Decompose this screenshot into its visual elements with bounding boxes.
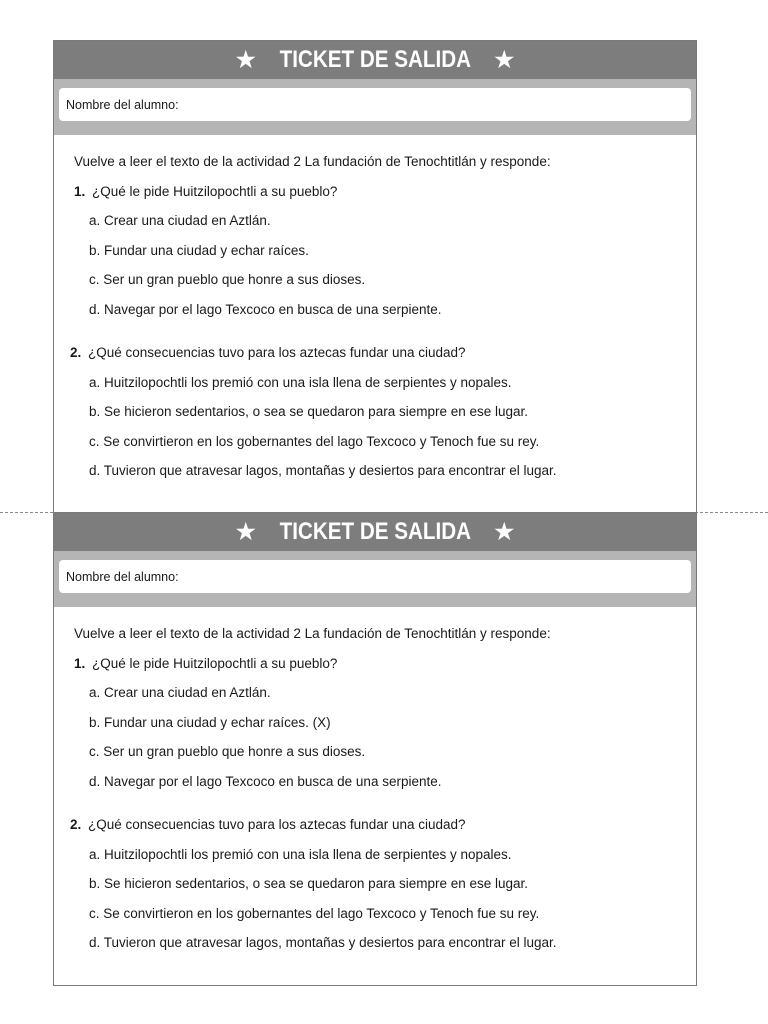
instructions: Vuelve a leer el texto de la actividad 2 La fundación de Tenochtitlán y responde:: [74, 154, 551, 169]
student-name-field[interactable]: [59, 560, 691, 593]
question-2: [54, 338, 696, 368]
question-1: [54, 177, 696, 207]
student-name-field[interactable]: [59, 88, 691, 121]
question-text: ¿Qué le pide Huitzilopochtli a su pueblo?: [92, 655, 338, 671]
question-text: ¿Qué consecuencias tuvo para los aztecas fundar una ciudad?: [88, 345, 466, 360]
option-d: d. Tuvieron que atravesar lagos, montañas y desiertos para encontrar el lugar.: [89, 463, 557, 478]
option-c: c. Ser un gran pueblo que honre a sus dioses.: [89, 272, 366, 287]
instructions: Vuelve a leer el texto de la actividad 2 La fundación de Tenochtitlán y responde:: [74, 626, 551, 641]
question-number: 1.: [74, 183, 86, 199]
star-icon: ★: [494, 47, 515, 72]
question-number: 2.: [70, 817, 82, 832]
option-b: b. Fundar una ciudad y echar raíces. (X): [89, 714, 331, 730]
question-number: 1.: [74, 655, 86, 671]
question-2: [54, 810, 696, 840]
star-icon: ★: [494, 519, 515, 544]
ticket-header: [54, 41, 696, 79]
ticket-content: [54, 607, 696, 958]
option-c: c. Ser un gran pueblo que honre a sus dioses.: [89, 744, 366, 759]
option-b: b. Se hicieron sedentarios, o sea se quedaron para siempre en ese lugar.: [89, 404, 529, 419]
name-band: [54, 551, 696, 607]
option-d: d. Tuvieron que atravesar lagos, montañas y desiertos para encontrar el lugar.: [89, 935, 557, 950]
ticket-title: TICKET DE SALIDA: [279, 518, 471, 545]
ticket-content: [54, 135, 696, 486]
option-d: d. Navegar por el lago Texcoco en busca de una serpiente.: [89, 301, 442, 317]
option-a: a. Huitzilopochtli los premió con una isla llena de serpientes y nopales.: [89, 846, 512, 862]
option-c: c. Se convirtieron en los gobernantes del lago Texcoco y Tenoch fue su rey.: [89, 905, 540, 921]
exit-ticket-1: [53, 40, 697, 514]
student-name-label: Nombre del alumno:: [66, 97, 179, 112]
option-c: c. Se convirtieron en los gobernantes del lago Texcoco y Tenoch fue su rey.: [89, 433, 540, 449]
star-icon: ★: [235, 519, 256, 544]
option-a: a. Crear una ciudad en Aztlán.: [89, 685, 271, 700]
option-a: a. Crear una ciudad en Aztlán.: [89, 213, 271, 228]
question-1: [54, 649, 696, 679]
exit-ticket-2: [53, 512, 697, 986]
ticket-header: [54, 513, 696, 551]
star-icon: ★: [235, 47, 256, 72]
student-name-label: Nombre del alumno:: [66, 569, 179, 584]
question-text: ¿Qué le pide Huitzilopochtli a su pueblo?: [92, 183, 338, 199]
question-text: ¿Qué consecuencias tuvo para los aztecas fundar una ciudad?: [88, 817, 466, 832]
option-d: d. Navegar por el lago Texcoco en busca de una serpiente.: [89, 773, 442, 789]
ticket-title: TICKET DE SALIDA: [279, 46, 471, 73]
option-b: b. Fundar una ciudad y echar raíces.: [89, 242, 309, 258]
question-number: 2.: [70, 345, 82, 360]
option-b: b. Se hicieron sedentarios, o sea se quedaron para siempre en ese lugar.: [89, 876, 529, 891]
option-a: a. Huitzilopochtli los premió con una isla llena de serpientes y nopales.: [89, 374, 512, 390]
name-band: [54, 79, 696, 135]
